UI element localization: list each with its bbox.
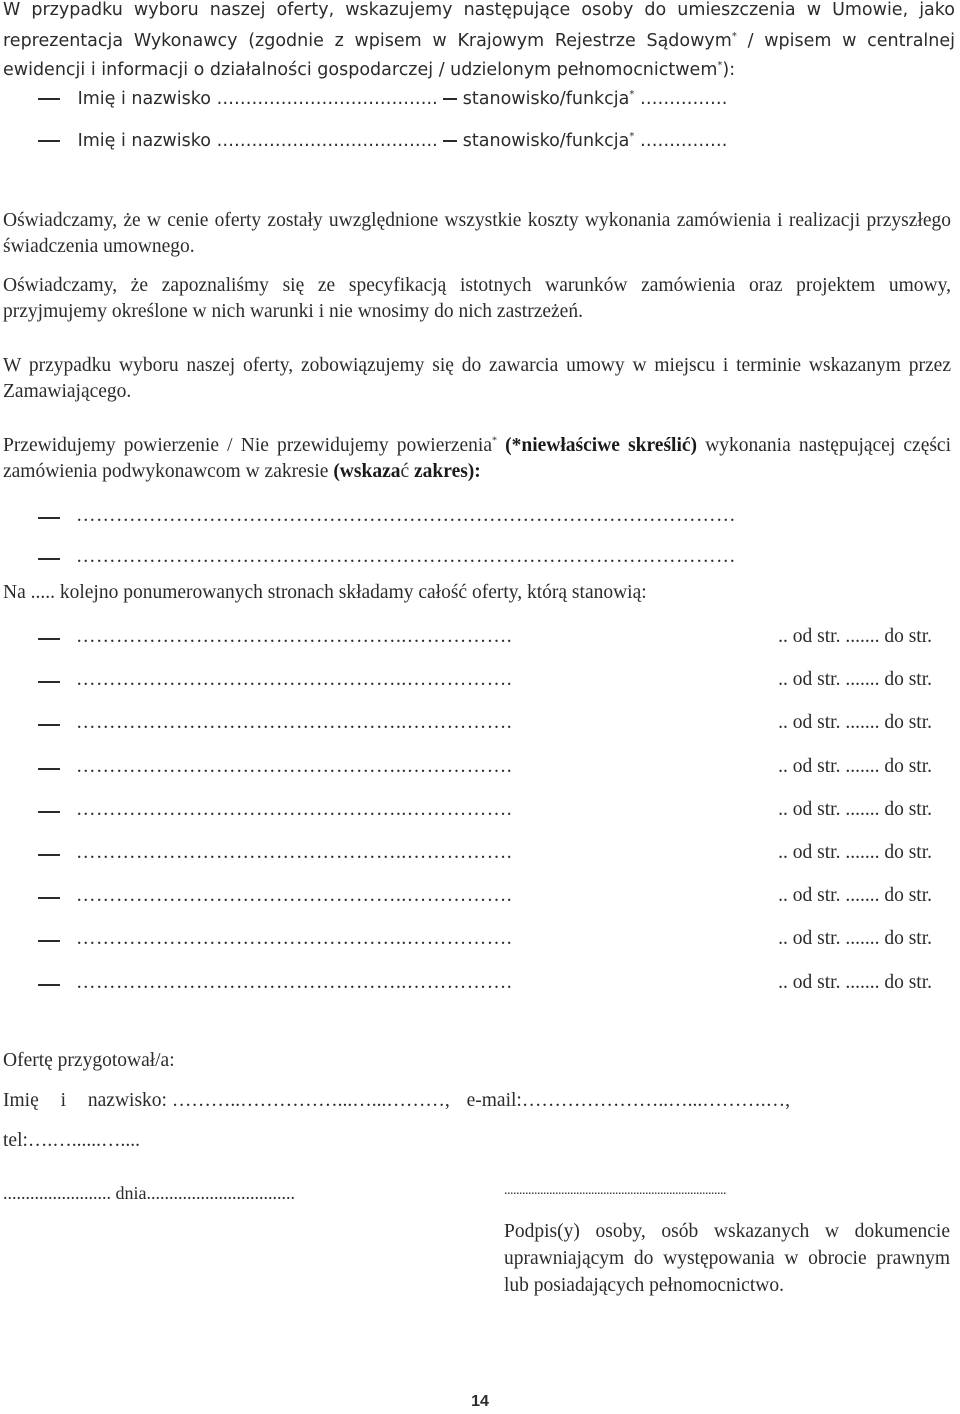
page-item-dots: …………………………………………..……………. (76, 712, 513, 733)
page-item-dots: …………………………………………..……………. (76, 626, 513, 647)
rep-role-dots: …………… (639, 131, 728, 151)
intro-line-1: W przypadku wyboru naszej oferty, wskazujemy następujące osoby do umieszczenia w Umowie, jako (3, 0, 955, 20)
page-number: 14 (471, 1393, 489, 1410)
footnote-star: * (717, 60, 723, 72)
intro-line-3-a: ewidencji i informacji o działalności gospodarczej / udzielonym pełnomocnictwem (3, 60, 718, 80)
footnote-star: * (629, 89, 635, 101)
sub-scope-dots: ……………………………………………………………………………………… (76, 546, 736, 567)
prepared-tel-line (3, 1130, 140, 1152)
dash-bullet (38, 517, 60, 519)
prepared-name-line (3, 1090, 951, 1112)
name-dots: ………..……………...…...………, (171, 1090, 450, 1111)
dash-bullet (38, 984, 60, 986)
footnote-star: * (731, 31, 737, 43)
dash-bullet (38, 558, 60, 560)
page-item (38, 842, 932, 868)
page-item (38, 928, 932, 954)
dash-bullet (38, 854, 60, 856)
page-item-range: .. od str. ....... do str. (778, 712, 932, 733)
intro-line-2-a: reprezentacja Wykonawcy (zgodnie z wpisem w Krajowym Rejestrze Sądowym (3, 31, 732, 51)
page-item-dots: …………………………………………..……………. (76, 842, 513, 863)
page-item (38, 756, 932, 782)
dash-bullet (38, 98, 60, 100)
dash-bullet (38, 940, 60, 942)
footnote-star: * (629, 131, 635, 143)
name-label: Imię i nazwisko: (3, 1090, 167, 1111)
representative-row-2 (38, 131, 727, 151)
dash-bullet (443, 140, 457, 142)
rep-role: stanowisko/funkcja (462, 131, 630, 151)
page-item-dots: …………………………………………..……………. (76, 928, 513, 949)
dash-bullet (38, 638, 60, 640)
sub-text-scope-c: zakres): (409, 461, 481, 482)
paragraph-costs: Oświadczamy, że w cenie oferty zostały uwzględnione wszystkie koszty wykonania zamówienia i realizacji przyszłego świadczenia umownego. (3, 210, 951, 257)
page-item-range: .. od str. ....... do str. (778, 842, 932, 863)
intro-line-3 (3, 60, 735, 80)
page-item-dots: …………………………………………..……………. (76, 972, 513, 993)
intro-line-2 (3, 31, 955, 51)
sub-text-a: Przewidujemy powierzenie / Nie przewidujemy powierzenia (3, 435, 492, 456)
page-item (38, 626, 932, 652)
sub-text-strike-note: (*niewłaściwe skreślić) (505, 435, 698, 456)
rep-label: Imię i nazwisko (77, 131, 211, 151)
rep-role-dots: …………… (639, 89, 728, 109)
paragraph-contract: W przypadku wyboru naszej oferty, zobowiązujemy się do zawarcia umowy w miejscu i terminie wskazanym przez Zamawiającego. (3, 355, 951, 402)
page-item-dots: …………………………………………..……………. (76, 669, 513, 690)
rep-label: Imię i nazwisko (77, 89, 211, 109)
page-item (38, 972, 932, 998)
page-item (38, 669, 932, 695)
sub-scope-line-2 (38, 546, 932, 572)
rep-name-dots: ……………………………….. (216, 89, 438, 109)
tel-label: tel: (3, 1130, 28, 1151)
sub-text-scope-b: ć (400, 461, 410, 482)
page-item (38, 885, 932, 911)
page-item-range: .. od str. ....... do str. (778, 626, 932, 647)
sub-text-c: wykonania następującej części zamówienia podwykonawcom w zakresie (3, 435, 952, 482)
prepared-by-title: Ofertę przygotował/a: (3, 1050, 175, 1071)
page-item (38, 799, 932, 825)
dash-bullet (38, 811, 60, 813)
sub-scope-line-1 (38, 505, 932, 531)
email-label: e-mail: (466, 1090, 522, 1111)
dash-bullet (38, 681, 60, 683)
page-item-range: .. od str. ....... do str. (778, 885, 932, 906)
sub-scope-dots: ……………………………………………………………………………………… (76, 505, 736, 526)
page-item-dots: …………………………………………..……………. (76, 799, 513, 820)
page-item-range: .. od str. ....... do str. (778, 972, 932, 993)
rep-role: stanowisko/funkcja (462, 89, 630, 109)
page-item-dots: …………………………………………..……………. (76, 756, 513, 777)
paragraph-subcontracting (3, 433, 951, 485)
dash-bullet (38, 897, 60, 899)
dash-bullet (443, 98, 457, 100)
intro-line-2-b: / wpisem w centralnej (747, 31, 955, 51)
paragraph-specification: Oświadczamy, że zapoznaliśmy się ze specyfikacją istotnych warunków zamówienia oraz projektem umowy, przyjmujemy określone w nich warunki i nie wnosimy do nich zastrzeżeń. (3, 275, 951, 322)
signature-caption: Podpis(y) osoby, osób wskazanych w dokumencie uprawniającym do występowania w obrocie prawnym lub posiadających pełnomocnictwo. (504, 1221, 950, 1296)
dash-bullet (38, 768, 60, 770)
page-item-range: .. od str. ....... do str. (778, 669, 932, 690)
representative-row-1 (38, 89, 727, 109)
email-dots: …………………..…...……….…, (521, 1090, 790, 1111)
page-item-dots: …………………………………………..……………. (76, 885, 513, 906)
page-item-range: .. od str. ....... do str. (778, 756, 932, 777)
tel-dots: ….…......….... (27, 1130, 141, 1151)
dash-bullet (38, 140, 60, 142)
sub-text-scope-a: (wskaza (333, 461, 401, 482)
signature-line: .......................................................................... (504, 1183, 726, 1198)
intro-line-3-b: ): (722, 60, 736, 80)
page-item-range: .. od str. ....... do str. (778, 799, 932, 820)
rep-name-dots: ……………………………….. (216, 131, 438, 151)
pages-intro: Na ..... kolejno ponumerowanych stronach składamy całość oferty, którą stanowią: (3, 582, 647, 603)
page-item-range: .. od str. ....... do str. (778, 928, 932, 949)
date-line: ........................ dnia................................. (3, 1183, 295, 1203)
footnote-star: * (491, 435, 497, 447)
dash-bullet (38, 724, 60, 726)
page-item (38, 712, 932, 738)
